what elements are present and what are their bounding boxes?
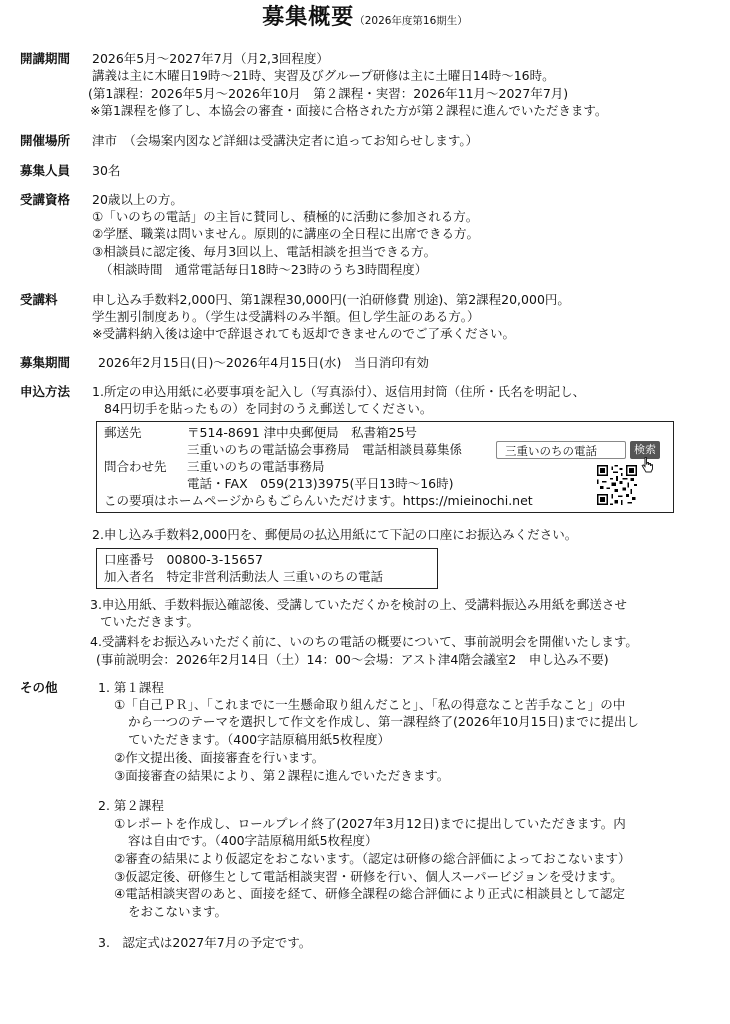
course2-title: 2. 第２課程 (98, 798, 164, 813)
course1-line: ていただきます。（400字詰原稿用紙5枚程度） (128, 732, 391, 747)
send-line: 三重いのちの電話協会事務局 電話相談員募集係 (187, 442, 463, 457)
eligibility-line: ①「いのちの電話」の主旨に賛同し、積極的に活動に参加される方。 (92, 209, 479, 224)
send-line: 〒514-8691 津中央郵便局 私書箱25号 (187, 425, 418, 440)
period-line: 2026年5月～2027年7月（月2,3回程度） (92, 51, 329, 66)
send-label: 郵送先 (104, 425, 142, 440)
application-period-text: 2026年2月15日(日)～2026年4月15日(水) 当日消印有効 (98, 355, 429, 370)
course2-line: ①レポートを作成し、ロールプレイ終了(2027年3月12日)までに提出していただきます。内 (114, 816, 626, 831)
page-title (0, 5, 730, 30)
capacity-text: 30名 (92, 163, 121, 178)
account-number: 口座番号 00800-3-15657 (104, 552, 264, 567)
fee-line: 学生割引制度あり。（学生は受講料のみ半額。但し学生証のある方。） (92, 309, 480, 324)
qr-code-icon (597, 465, 637, 505)
search-input[interactable]: 三重いのちの電話 (496, 441, 626, 459)
eligibility-line: ③相談員に認定後、毎月3回以上、電話相談を担当できる方。 (92, 244, 437, 259)
hand-cursor-icon (641, 456, 654, 473)
contact-label: 問合わせ先 (104, 459, 167, 474)
course2-line: ③仮認定後、研修生として電話相談実習・研修を行い、個人スーパービジョンを受けます。 (114, 869, 623, 884)
fee-label: 受講料 (20, 292, 58, 307)
course2-line: 容は自由です。（400字詰原稿用紙5枚程度） (128, 833, 378, 848)
period-note: ※第1課程を修了し、本協会の審査・面接に合格された方が第２課程に進んでいただきます。 (90, 103, 608, 118)
ceremony-note: 3. 認定式は2027年7月の予定です。 (98, 935, 312, 950)
method-step1: 1.所定の申込用紙に必要事項を記入し（写真添付）、返信用封筒（住所・氏名を明記し、 (92, 384, 586, 399)
course1-line: ①「自己ＰＲ」、「これまでに一生懸命取り組んだこと」、「私の得意なこと苦手なこと」の中 (114, 697, 626, 712)
venue-label: 開催場所 (20, 133, 71, 148)
fee-note: ※受講料納入後は途中で辞退されても返却できませんのでご了承ください。 (92, 326, 515, 341)
course2-line: ②審査の結果により仮認定をおこないます。（認定は研修の総合評価によっておこないます） (114, 851, 631, 866)
account-holder: 加入者名 特定非営利活動法人 三重いのちの電話 (104, 569, 383, 584)
title-main: 募集概要 (262, 5, 355, 30)
contact-line: 三重いのちの電話事務局 (187, 459, 325, 474)
other-label: その他 (20, 680, 58, 695)
method-step1: 84円切手を貼ったもの）を同封のうえ郵送してください。 (104, 401, 433, 416)
method-step4: (事前説明会：2026年2月14日（土）14：00～会場：アスト津4階会議室2 申し込み不要) (96, 652, 609, 667)
method-step3: 3.申込用紙、手数料振込確認後、受講していただくかを検討の上、受講料振込み用紙を郵送させ (90, 597, 627, 612)
course1-line: から一つのテーマを選択して作文を作成し、第一課程終了(2026年10月15日)までに提出し (128, 714, 639, 729)
application-period-label: 募集期間 (20, 355, 71, 370)
fee-line: 申し込み手数料2,000円、第1課程30,000円(一泊研修費 別途)、第2課程20,000円。 (92, 292, 570, 307)
contact-line: 電話・FAX 059(213)3975(平日13時～16時) (187, 476, 454, 491)
method-step3: ていただきます。 (100, 614, 200, 629)
venue-text: 津市 （会場案内図など詳細は受講決定者に追ってお知らせします。） (92, 133, 479, 148)
course2-line: をおこないます。 (128, 904, 228, 919)
method-label: 申込方法 (20, 384, 71, 399)
method-step4: 4.受講料をお振込みいただく前に、いのちの電話の概要について、事前説明会を開催いたします。 (90, 634, 638, 649)
period-line: (第1課程：2026年5月～2026年10月 第２課程・実習：2026年11月～2027年7月) (88, 86, 569, 101)
method-step2: 2.申し込み手数料2,000円を、郵便局の払込用紙にて下記の口座にお振込みください。 (92, 527, 578, 542)
eligibility-label: 受講資格 (20, 192, 71, 207)
web-note: この要項はホームページからもごらんいただけます。https://mieinochi.net (104, 493, 533, 508)
course1-title: 1. 第１課程 (98, 680, 164, 695)
course1-line: ③面接審査の結果により、第２課程に進んでいただきます。 (114, 768, 450, 783)
capacity-label: 募集人員 (20, 163, 71, 178)
eligibility-line: （相談時間 通常電話毎日18時～23時のうち3時間程度） (100, 262, 428, 277)
period-line: 講義は主に木曜日19時～21時、実習及びグループ研修は主に土曜日14時～16時。 (92, 68, 555, 83)
search-button[interactable]: 検索 (630, 441, 660, 459)
period-label: 開講期間 (20, 51, 71, 66)
eligibility-line: 20歳以上の方。 (92, 192, 183, 207)
eligibility-line: ②学歴、職業は問いません。原則的に講座の全日程に出席できる方。 (92, 226, 479, 241)
title-sub: （2026年度第16期生） (354, 15, 468, 27)
course1-line: ②作文提出後、面接審査を行います。 (114, 750, 325, 765)
course2-line: ④電話相談実習のあと、面接を経て、研修全課程の総合評価により正式に相談員として認定 (114, 886, 625, 901)
